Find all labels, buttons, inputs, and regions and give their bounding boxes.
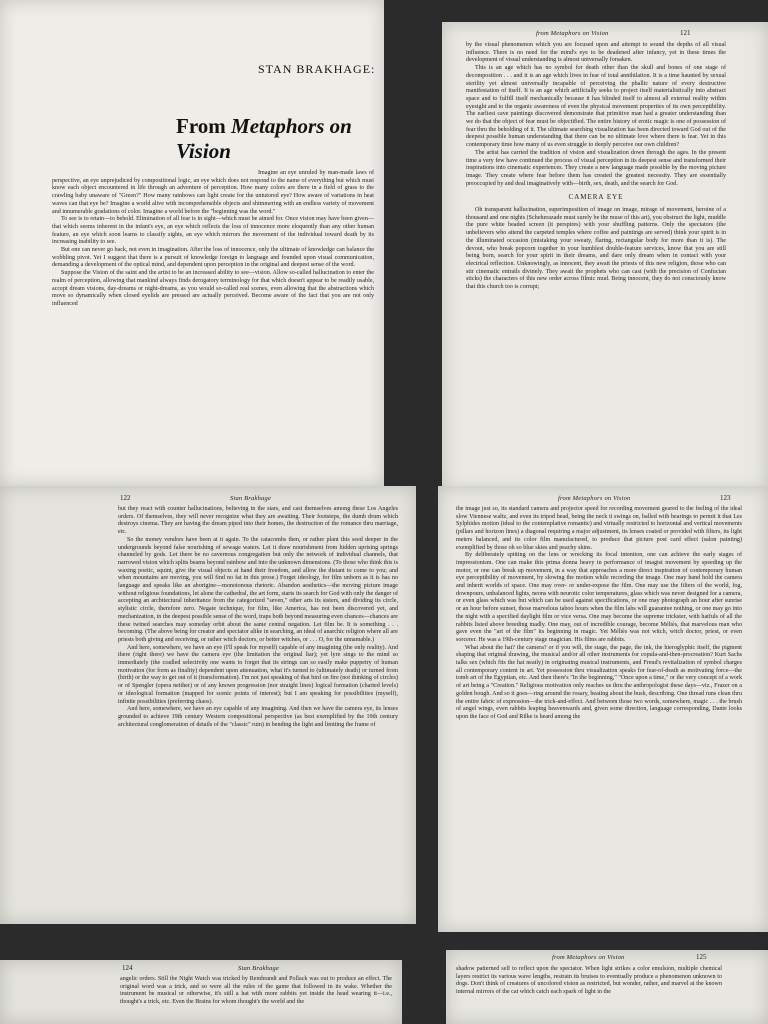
running-head: from Metaphors on Vision [536, 30, 609, 37]
page-bottom-right [446, 950, 768, 1024]
paragraph: shadow patterned self to reflect upon the spectator. When light strikes a color emulsion, multiple chemical layers restrict its various wave lengths, restrain its bruises to eventually produce a phenomenon unknown to dogs. Don't think of creatures of uncolored vision as restricted, but wonder, rather, and marvel at the known internal mirrors of the cat which catch each spark of light in the [456, 966, 722, 996]
section-heading: CAMERA EYE [568, 193, 624, 202]
paragraph: To see is to retain—to behold. Elimination of all fear is in sight—which must be aimed for. Once vision may have been given—that which seems inherent in the infant's eye, an eye which reflects the loss of innocence more eloquently than any other human feature, an eye which soon learns to classify sights, an eye which mirrors the movement of the individual toward death by its increasing inability to see. [52, 216, 374, 246]
body-text-page1 [52, 170, 374, 482]
running-head: Stan Brakhage [238, 965, 280, 972]
body-text-page5 [120, 976, 392, 1024]
paragraph: the image just so, its standard camera and projector speed for recording movement geared to the feeling of the ideal slow Viennese waltz, and even its tripod head, being the neck it swings on, balled with bearings to permit it that Les Sylphides motion (ideal to the contemplative romantic) and virtually restricted to horizontal and vertical movements (pillars and horizon lines) a diagonal requiring a major adjustment, its lenses coated or provided with filters, its light meters balanced, and its color film manufactured, to produce that picture post card effect (salon painting) exemplified by those oh so blue skies and peachy skins. [456, 506, 742, 551]
body-text-page3 [118, 506, 398, 920]
page-middle-right [438, 486, 768, 932]
paragraph: And here, somewhere, we have an eye (I'll speak for myself) capable of any imagining (the only reality). And there (right there) we have the camera eye (the limitation the original liar); yet lyre sings to the mind so immediately (the cradled selectivity one wants to forget that its strings can so easily make puppetry of human motivation (for form as finality) dependent upon attenuation, what it's turned to (ultimately death) or turned from (birth) or the way to get out of it (transformation). I'm not just speaking of that bird on fire (not thinking of circles) or of Spengler (opera neither) or of any known progression (nor straight lines) logical formation (charted levels) or ideological formation (mapped for scenic points of interest); but I am speaking for possibilities (myself), infinite possibilities (preferring chaos). [118, 644, 398, 705]
body-text-page4 [456, 506, 742, 928]
page-bottom-left [0, 960, 402, 1024]
page-middle-left [0, 486, 416, 924]
paragraph: So the money vendors have been at it again. To the catacombs then, or rather plant this seed deeper in the undergrounds beyond false nourishing of sewage waters. Let it draw nourishment from hidden uprising springs channeled by gods. Let there be no cavernous congregation but only the network of individual channels, that narrowed vision which splits beams beyond rainbow and into the unknown dimensions. (To those who think this is waxing poetic, squint, give the visual objects at hand their freedom, and allow the distant to come to you; and when mountains are moving, you will find no fat in this prose.) Forget ideology, for film unborn as it is has no language and speaks like an aborigine—monotonous rhetoric. Abandon aesthetics—the moving picture image without religious foundations, let alone the cathedral, the art form, starts its search for God with only the danger of accepting an architectural inheritance from the categorized "seven," other arts its sisters, and dividing its circle, stylistic circle, therefore zero. Negate technique, for film, like America, has not been discovered yet, and mechanization, in the deepest possible sense of the word, traps both beyond measuring even chances—chances are these twined searches may someday orbit about the same central negation. Let film be. It is something . . . becoming. (The above being for creator and spectator alike in searching, an ideal of anarchic religion where all are priests both giving and receiving, or rather witch doctors, or better witches, or . . . O, for the unnamable.) [118, 536, 398, 643]
paragraph: But one can never go back, not even in imagination. After the loss of innocence, only the ultimate of knowledge can balance the wobbling pivot. Yet I suggest that there is a pursuit of knowledge foreign to language and founded upon visual communication, demanding a development of the optical mind, and dependent upon perception in the original and deepest sense of the word. [52, 247, 374, 269]
running-head: from Metaphors on Vision [558, 495, 631, 502]
paragraph: What about the hat? the camera? or if you will, the stage, the page, the ink, the hieroglyphic itself, the pigment shaping that original drawing, the musical and/or all other instruments for copula-and-then-procreation? Kurt Sachs talks sex (which fits the hat neatly) in originating musical instruments, and Freud's revitalization of symbol charges all contemporary content in art. Yet possession thru visualization speaks for fear-of-death as motivating force—the tomb art of the Egyptian, etc. And then there's "In the beginning," "Once upon a time," or the very concept of a work of art being a "Creation." Religious motivation only reaches us thru the anthropologist these days—viz., Frazer on a golden bough. And so it goes—ring around the rosary, beating about the bush, describing. One thread runs clean thru the entire fabric of expression—the trick-and-effect. And between those two words, somewhere, magic . . . the brush of angel wings, even rabbits leaping heavenwards and, given some direction, language corresponding, Dante looks upon the face of God and Rilke is heard among the [456, 644, 742, 720]
paragraph: This is an age which has no symbol for death other than the skull and bones of one stage of decomposition . . . and it is an age which lives in fear of total annihilation. It is a time haunted by sexual sterility yet almost universally incapable of perceiving the phallic nature of every destructive manifestation of itself. It is an age which artificially seeks to project itself materialistically into abstract space and to fulfill itself mechanically because it has blinded itself to almost all external reality within eyesight and to the organic awareness of even the physical movement properties of its own perceptibility. The earliest cave paintings discovered demonstrate that primitive man had a greater understanding than we do that the object of fear must be objectified. The entire history of erotic magic is one of possession of fear thru the beholding of it. The ultimate searching visualization has been directed toward God out of the deepest possible human understanding that there can be no ultimate love where there is fear. Yet in this contemporary time how many of us even struggle to deeply perceive our own children? [466, 65, 726, 149]
paragraph: The artist has carried the tradition of vision and visualization down through the ages. In the present time a very few have continued the process of visual perception in its deepest sense and transformed their inspirations into cinematic experiences. They create a new language made possible by the moving picture image. They create where fear before them has created the greatest necessity. They are essentially preoccupied by and deal imaginatively with—birth, sex, death, and the search for God. [466, 149, 726, 187]
paragraph: by the visual phenomenon which you are focused upon and attempt to sound the depths of all visual influence. There is no need for the mind's eye to be deadened after infancy, yet in these times the development of visual understanding is almost universally forsaken. [466, 42, 726, 64]
running-head: from Metaphors on Vision [552, 954, 625, 961]
paragraph: Oh transparent hallucination, superimposition of image on image, mirage of movement, heroine of a thousand and one nights (Scheherazade must surely be the muse of this art), you obstruct the light, muddle the pure white beaded screen (it perspires) with your shuffling patterns. Only the spectators (the unbelievers who attend the carpeted temples where coffee and paintings are served) think your spirit is in the illuminated occasion (mistaking your sweaty, flaring, rectangular body for more than it is). The devout, who break popcorn together in your humblest double-feature services, know that you are still being born, search for your spirit in their dreams, and dare only dream when in contact with your electrical reflection. Unknowingly, as innocent, they await the priests of this new religion, those who can stir cinematic entrails divinely. They await the prophets who can cast (with the precision of Confucian sticks) the characters of this new order across filmic mud. Being innocent, they do not consciously know that this church too is corrupt; [466, 207, 726, 291]
page-top-left [0, 0, 384, 486]
body-text-page6 [456, 966, 722, 1024]
page-number: 124 [122, 964, 133, 972]
paragraph: By deliberately spitting on the lens or wrecking its focal intention, one can achieve the early stages of impressionism. One can make this prima donna heavy in performance of imagist movement by speeding up the motor, or one can break up movement, in a way that approaches a more direct inspiration of contemporary human eye perceptibility of movement, by slowing the motion while recording the image. One may hand hold the camera and inherit worlds of space. One may over- or under-expose the film. One may use the filters of the world, fog, downpours, unbalanced lights, neons with neurotic color temperatures, glass which was never designed for a camera, or even glass which was but which can be used against specifications, or one may photograph an hour after sunrise or an hour before sunset, those marvelous taboo hours when the film labs will guarantee nothing, or one may go into the night with a specified daylight film or vice versa. One may become the supreme trickster, with hatfuls of all the rabbits listed above breeding madly. One may, out of incredible courage, become Méliès, that marvelous man who gave even the "art of the film" its beginning in magic. Yet Méliès was not witch, witch doctor, priest, or even sorcerer. He was a 19th-century stage magician. His films are rabbits. [456, 552, 742, 643]
page-number: 122 [120, 494, 131, 502]
page-number: 125 [696, 953, 707, 961]
page-top-right [442, 22, 768, 492]
body-text-page2 [466, 42, 726, 490]
title-italic: Metaphors on Vision [176, 114, 352, 163]
title-prefix: From [176, 114, 232, 138]
paragraph: And here, somewhere, we have an eye capable of any imagining. And then we have the camera eye, its lenses grounded to achieve 19th century Western compositional perspective (as best exemplified by the 19th century architectural conglomeration of details of the "classic" ruin) in bending the light and limiting the frame of [118, 706, 398, 728]
page-number: 121 [680, 29, 691, 37]
paragraph: but they react with counter hallucinations, believing in the stars, and cast themselves among these Los Angeles orders. Of themselves, they will never recognize what they are awaiting. Their footsteps, the dumb drum which destroys cinema. They are having the dream piped into their homes, the destruction of the romance thru marriage, etc. [118, 506, 398, 536]
paragraph: Imagine an eye unruled by man-made laws of perspective, an eye unprejudiced by compositional logic, an eye which does not respond to the name of everything but which must know each object encountered in life through an adventure of perception. How many colors are there in a field of grass to the crawling baby unaware of "Green?" How many rainbows can light create for the untutored eye? How aware of variations in heat waves can that eye be? Imagine a world alive with incomprehensible objects and shimmering with an endless variety of movement and innumerable gradations of color. Imagine a world before the "beginning was the word." [52, 170, 374, 215]
paragraph: angelic orders. Still the Night Watch was tricked by Rembrandt and Pollack was out to produce an effect. The original word was a trick, and so were all the rules of the game that followed in its wake. Whether the instrument be musical or otherwise, it's still a hat with more rabbits yet inside the head wearing it—i.e., thought's a trick, etc. Even the Brains for whom thought's the world and the [120, 976, 392, 1006]
author-name: STAN BRAKHAGE: [258, 62, 376, 76]
page-number: 123 [720, 494, 731, 502]
paragraph: Suppose the Vision of the saint and the artist to be an increased ability to see—vision. Allow so-called hallucination to enter the realm of perception, allowing that mankind always finds derogatory terminology for that which doesn't appear to be readily usable, accept dream visions, day-dreams or night-dreams, as you would so-called real scenes, even allowing that the abstractions which move so dynamically when closed eyelids are pressed are actually perceived. Become aware of the fact that you are not only influenced [52, 270, 374, 307]
running-head: Stan Brakhage [230, 495, 272, 502]
article-title [176, 114, 384, 164]
